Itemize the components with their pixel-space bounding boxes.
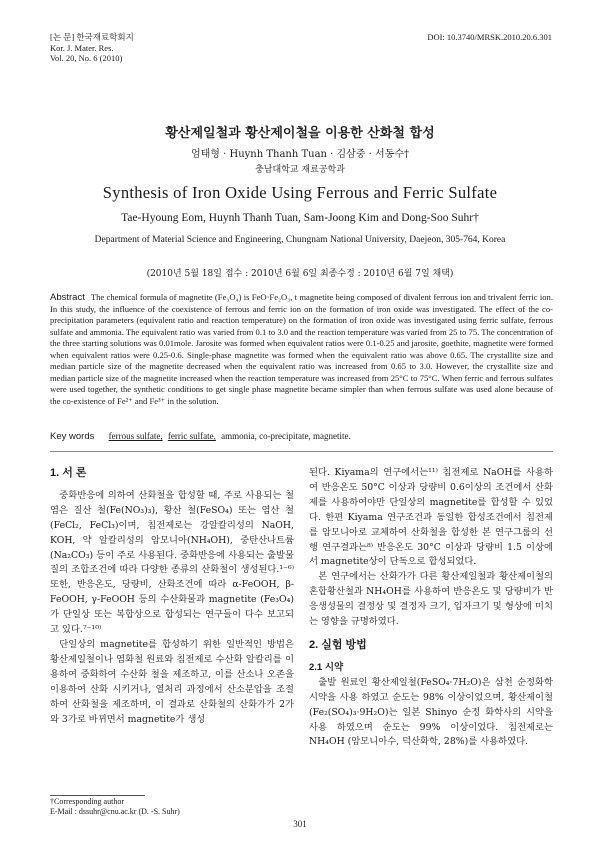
abstract-text: The chemical formula of magnetite (Fe₃O₄) is FeO·Fe₂O₃, t magnetite being composed of divalent ferrous ion and trivalent ferric ion. In this study, the influence of the coexistence of ferrous and ferric ion on the formation of iron oxide was investigated. The effect of the co-precipitation parameters (equivalent ratio and reaction temperature) on the formation of iron oxide was investigated using ferric sulfate, ferrous sulfate and ammonia. The equivalent ratio was varied from 0.1 to 3.0 and the reaction temperature was varied from 25 to 75. The concentration of the three starting solutions was 0.01mole. Jarosite was formed when equivalent ratios were 0.1-0.25 and jarosite, goethite, magnetite were formed when equivalent ratios were 0.25-0.6. Single-phase magnetite was formed when the equivalent ratio was above 0.65. The crystallite size and median particle size of the magnetite decreased when the equivalent ratio was increased from 0.65 to 3.0. However, the crystallite size and median particle size of the magnetite increased when the reaction temperature was increased from 25°C to 75°C. When ferric and ferrous sulfates were used together, the synthetic conditions to get single phase magnetite became simpler than when ferrous sulfate was used alone because of the co-existence of Fe²⁺ and Fe³⁺ in the solution. [50,292,553,406]
paragraph: 단일상의 magnetite를 합성하기 위한 일반적인 방법은 황산제일철이나 염화철 원료와 침전제로 수산화 알칼리를 이용하여 중화하여 수산화 철을 제조하고, 이를 산소나 오존을 이용하여 산화 시키거나, 열처리 과정에서 산소분압을 조절하여 산화철을 제조하며, 이 결과로 산화철의 산화가가 2가와 3가로 바뀌면서 magnetite가 생성 [50,638,294,725]
keywords-label: Key words [50,431,95,442]
section-methods-title: 2. 실험 방법 [309,638,367,651]
journal-header [50,32,134,64]
keyword-link[interactable]: ferrous sulfate, [108,431,163,441]
title-english: Synthesis of Iron Oxide Using Ferrous and Ferric Sulfate [102,183,498,202]
affiliation-english: Department of Material Science and Engineering, Chungnam National University, Daejeon, 305-764, Korea [94,235,506,245]
paragraph: 본 연구에서는 산화가가 다른 황산제일철과 황산제이철의 혼합황산철과 NH₄OH를 사용하여 반응온도 및 당량비가 반응생성물의 결정상 및 결정자 크기, 입자크기 및 형상에 미치는 영향을 규명하였다. [309,571,553,628]
keywords [50,431,553,442]
left-column [50,466,294,727]
footnote-divider [50,795,145,796]
journal-name-kr: [논 문] 한국재료학회지 [50,32,134,42]
footnote [50,797,180,817]
keyword-link[interactable]: ferric sulfate, [167,431,216,441]
author-email[interactable]: E-Mail : dssuhr@cnu.ac.kr (D. -S. Suhr) [50,807,180,816]
right-column [309,466,553,750]
page-number: 301 [293,819,307,829]
paragraph: 출발 원료인 황산제일철(FeSO₄·7H₂O)은 삼천 순정화학 시약을 사용 하였고 순도는 98% 이상이었으며, 황산제이철(Fe₂(SO₄)₃·9H₂O)는 일본 Shinyo 순정 화학사의 시약을 사용 하였으며 순도는 99% 이상이었다. 침전제로는 NH₄OH (암모니아수, 덕산화학, 28%)를 사용하였다. [309,676,553,748]
abstract-label: Abstract [50,292,85,303]
journal-name-en: Kor. J. Mater. Res. [50,42,114,53]
keyword-text: ammonia, co-precipitate, magnetite. [221,431,351,441]
affiliation-korean: 충남대학교 재료공학과 [255,165,345,175]
paragraph: 중화반응에 의하여 산화철을 합성할 때, 주로 사용되는 철 염은 질산 철(Fe(NO₃)₃), 황산 철(FeSO₄) 또는 염산 철(FeCl₂, FeCl₃)이며, 침전제로는 강알칼리성의 NaOH, KOH, 약 알칼리성의 암모니아(NH₄OH), 중탄산나트륨 (Na₂CO₃) 등이 주로 사용된다. 중화반응에 사용되는 출발물질의 조합조건에 따라 다양한 종류의 산화철이 생성된다.¹⁻⁶⁾ 또한, 반응온도, 당량비, 산화조건에 따라 α-FeOOH, β-FeOOH, γ-FeOOH 등의 수산화물과 magnetite (Fe₃O₄)가 단일상 또는 복합상으로 합성되는 연구들이 다수 보고되고 있다.⁷⁻¹⁰⁾ [50,489,294,636]
doi[interactable]: DOI: 10.3740/MRSK.2010.20.6.301 [427,32,552,42]
corresponding-author: †Corresponding author [50,797,124,806]
abstract [50,292,553,407]
divider [50,451,553,452]
authors-english: Tae-Hyoung Eom, Huynh Thanh Tuan, Sam-Joong Kim and Dong-Soo Suhr† [121,212,479,224]
section-introduction-title: 1. 서 론 [50,467,87,479]
paragraph: 된다. Kiyama의 연구에서는¹¹⁾ 침전제로 NaOH를 사용하여 반응온도 50°C 이상과 당량비 0.6이상의 조건에서 산화제를 사용하여야만 단일상의 magnetite를 합성할 수 있었다. 한편 Kiyama 연구조건과 동일한 합성조건에서 침전제를 암모니아로 교체하여 산화철을 합성한 본 연구그룹의 선행 연구결과는⁸⁾ 반응온도 30°C 이상과 당량비 1.5 이상에서 magnetite상이 단독으로 합성되었다. [309,467,553,568]
subsection-reagents-title: 2.1 시약 [309,661,344,673]
received-dates: (2010년 5월 18일 접수 : 2010년 6월 6일 최종수정 : 2010년 6월 7일 채택) [146,269,454,279]
title-korean: 황산제일철과 황산제이철을 이용한 산화철 합성 [165,126,435,141]
journal-volume: Vol. 20, No. 6 (2010) [50,53,123,63]
authors-korean: 엄태형 · Huynh Thanh Tuan · 김삼중 · 서동수† [190,149,410,160]
